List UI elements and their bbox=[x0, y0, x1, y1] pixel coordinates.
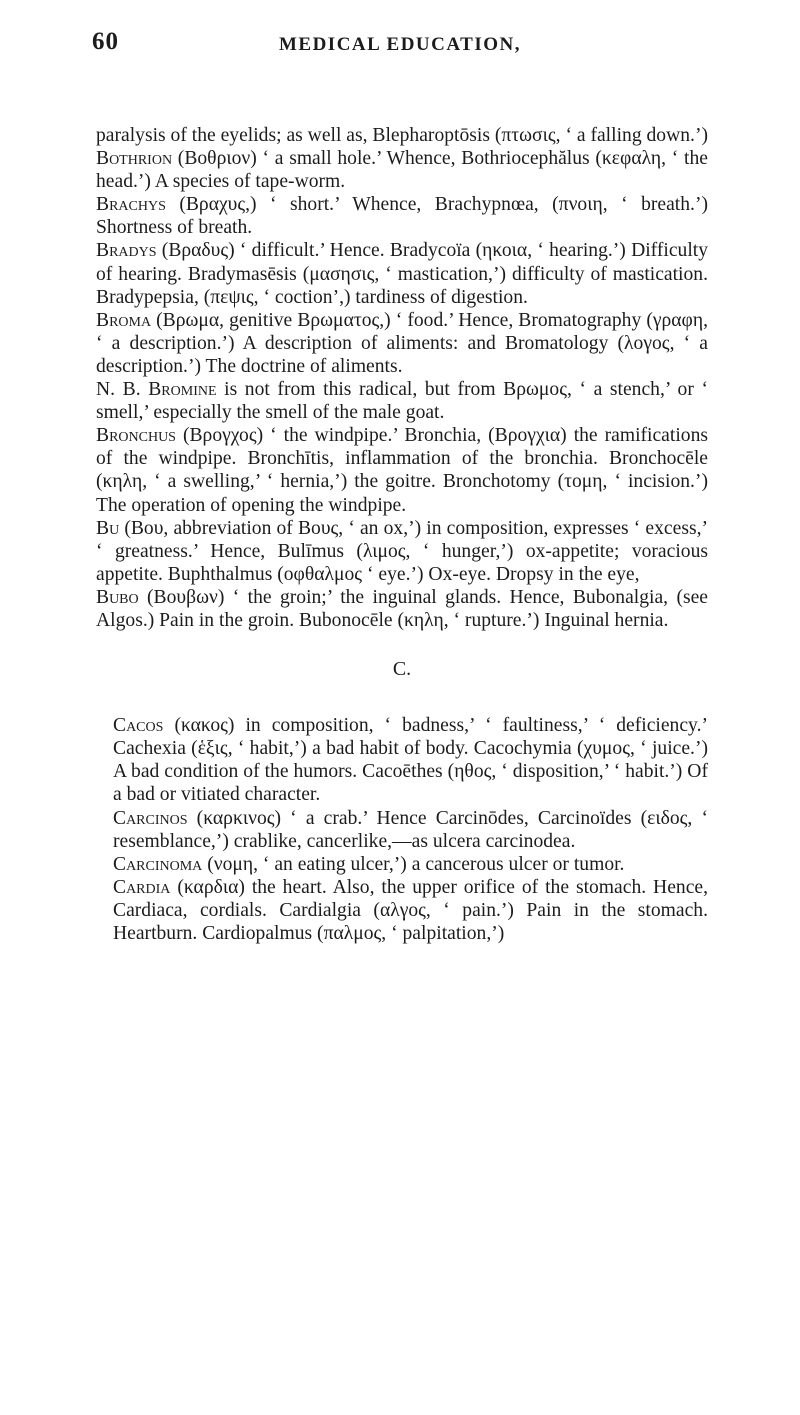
entry-broma bbox=[96, 309, 708, 378]
entry-carcinos bbox=[96, 807, 708, 853]
entry-bradys bbox=[96, 239, 708, 308]
entry-term: Bu bbox=[96, 517, 120, 539]
entry-text: (Βραχυς,) ‘ short.’ Whence, Brachypnœa, (πνοιη, ‘ breath.’) Shortness of breath. bbox=[96, 194, 708, 239]
entry-term: Carcinoma bbox=[113, 853, 203, 875]
entry-term: N. B. Bromine bbox=[96, 379, 217, 401]
entry-brachys bbox=[96, 193, 708, 239]
entry-text: paralysis of the eyelids; as well as, Blepharoptōsis (πτωσις, ‘ a falling down.’) bbox=[96, 125, 708, 146]
entry-blepharoptosis-continuation bbox=[96, 124, 708, 147]
entry-text: is not from this radical, but from Βρωμος, ‘ a stench,’ or ‘ smell,’ especially the smell of the male goat. bbox=[96, 379, 708, 424]
section-heading-c: C. bbox=[392, 658, 412, 681]
entry-text: (Βρογχος) ‘ the windpipe.’ Bronchia, (Βρογχια) the ramifications of the windpipe. Bronchītis, inflammation of the bronchia. Bronchocēle (κηλη, ‘ a swelling,’ ‘ hernia,’) the goitre. Bronchotomy (τομη, ‘ incision.’) The operation of opening the windpipe. bbox=[96, 425, 708, 516]
page-header bbox=[0, 28, 800, 68]
entry-text: (Βουβων) ‘ the groin;’ the inguinal glands. Hence, Bubonalgia, (see Algos.) Pain in the groin. Bubonocēle (κηλη, ‘ rupture.’) Inguinal hernia. bbox=[96, 586, 708, 631]
entry-term: Cardia bbox=[113, 876, 171, 898]
entry-cardia bbox=[96, 876, 708, 945]
entry-term: Bubo bbox=[96, 586, 139, 608]
entry-term: Bothrion bbox=[96, 148, 173, 170]
entry-bu bbox=[96, 517, 708, 586]
entry-text: (καρδια) the heart. Also, the upper orifice of the stomach. Hence, Cardiaca, cordials. Cardialgia (αλγος, ‘ pain.’) Pain in the stomach. Heartburn. Cardiopalmus (παλμος, ‘ palpitation,’) bbox=[113, 876, 708, 944]
running-head: MEDICAL EDUCATION, bbox=[278, 34, 521, 55]
entry-text: (Βρωμα, genitive Βρωματος,) ‘ food.’ Hence, Bromatography (γραφη, ‘ a description.’) A description of aliments: and Bromatology (λογος, ‘ a description.’) The doctrine of aliments. bbox=[96, 309, 708, 377]
entry-term: Bronchus bbox=[96, 425, 176, 447]
entry-text: (Βραδυς) ‘ difficult.’ Hence. Bradycoïa (ηκοια, ‘ hearing.’) Difficulty of hearing. Bradymasēsis (μασησις, ‘ mastication,’) difficulty of mastication. Bradypepsia, (πεψις, ‘ coction’,) tardiness of digestion. bbox=[96, 240, 708, 308]
entry-text: (καρκινος) ‘ a crab.’ Hence Carcinōdes, Carcinoïdes (ειδος, ‘ resemblance,’) crablike, cancerlike,—as ulcera carcinodea. bbox=[113, 807, 708, 852]
entry-bubo bbox=[96, 586, 708, 632]
entry-bromine-note bbox=[96, 378, 708, 424]
entry-term: Brachys bbox=[96, 194, 166, 216]
page-number: 60 bbox=[92, 28, 119, 55]
dictionary-text bbox=[96, 124, 708, 945]
entry-cacos bbox=[96, 714, 708, 806]
entry-bothrion bbox=[96, 147, 708, 193]
entry-text: (Βοθριον) ‘ a small hole.’ Whence, Bothriocephălus (κεφαλη, ‘ the head.’) A species of tape-worm. bbox=[96, 148, 708, 193]
entry-bronchus bbox=[96, 424, 708, 516]
entry-term: Cacos bbox=[113, 715, 164, 737]
entry-term: Broma bbox=[96, 309, 152, 331]
entry-carcinoma bbox=[96, 853, 708, 876]
entry-text: (κακος) in composition, ‘ badness,’ ‘ faultiness,’ ‘ deficiency.’ Cachexia (ἑξις, ‘ habit,’) a bad habit of body. Cacochymia (χυμος, ‘ juice.’) A bad condition of the humors. Cacoēthes (ηθος, ‘ disposition,’ ‘ habit.’) Of a bad or vitiated character. bbox=[113, 715, 708, 806]
entry-term: Carcinos bbox=[113, 807, 188, 829]
entry-text: (Βου, abbreviation of Βους, ‘ an ox,’) in composition, expresses ‘ excess,’ ‘ greatness.’ Hence, Bulīmus (λιμος, ‘ hunger,’) ox-appetite; voracious appetite. Buphthalmus (οφθαλμος ‘ eye.’) Ox-eye. Dropsy in the eye, bbox=[96, 517, 708, 585]
entry-text: (νομη, ‘ an eating ulcer,’) a cancerous ulcer or tumor. bbox=[202, 853, 625, 875]
entry-term: Bradys bbox=[96, 240, 157, 262]
section-c-entries bbox=[96, 714, 708, 945]
